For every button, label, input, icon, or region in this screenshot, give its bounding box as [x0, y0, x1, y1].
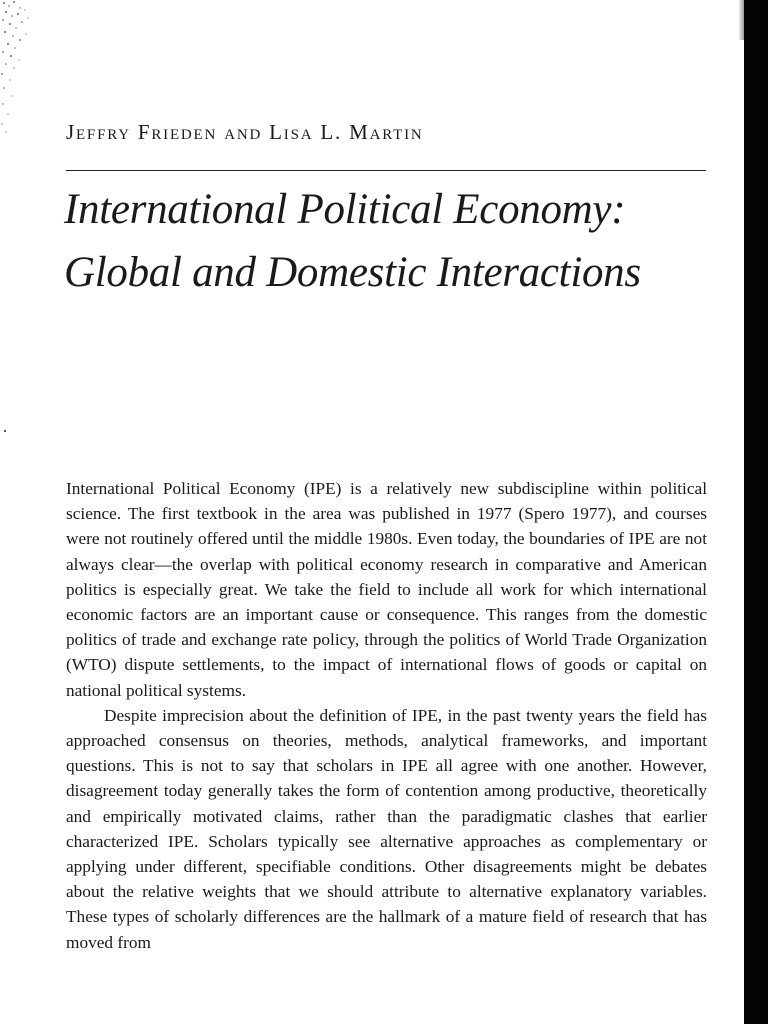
scan-dot [4, 430, 6, 432]
article-body [66, 476, 707, 955]
scan-speckle-noise [0, 0, 48, 140]
body-paragraph-2: Despite imprecision about the definition of IPE, in the past twenty years the field has approached consensus on theories, methods, analytical frameworks, and important questions. This is not to say that scholars in IPE all agree with one another. However, disagreement today generally takes the form of contention among productive, theoretically and empirically motivated claims, rather than the paradigmatic clashes that earlier characterized IPE. Scholars typically see alternative approaches as complementary or applying under different, specifiable conditions. Other disagreements might be debates about the relative weights that we should attribute to alternative explanatory variables. These types of scholarly differences are the hallmark of a mature field of research that has moved from [66, 705, 707, 952]
article-title-line-2: Global and Domestic Interactions [64, 249, 641, 296]
body-paragraph-1: International Political Economy (IPE) is a relatively new subdiscipline within political science. The first textbook in the area was published in 1977 (Spero 1977), and courses were not routinely offered until the middle 1980s. Even today, the boundaries of IPE are not always clear—the overlap with political economy research in comparative and American politics is especially great. We take the field to include all work for which international economic factors are an important cause or consequence. This ranges from the domestic politics of trade and exchange rate policy, through the politics of World Trade Organization (WTO) dispute settlements, to the impact of international flows of goods or capital on national political systems. [66, 479, 707, 700]
article-title-line-1: International Political Economy: [64, 186, 626, 233]
article-title [64, 178, 714, 304]
scan-edge [744, 0, 768, 1024]
title-rule [66, 170, 706, 171]
article-authors: Jeffry Frieden and Lisa L. Martin [66, 120, 424, 144]
